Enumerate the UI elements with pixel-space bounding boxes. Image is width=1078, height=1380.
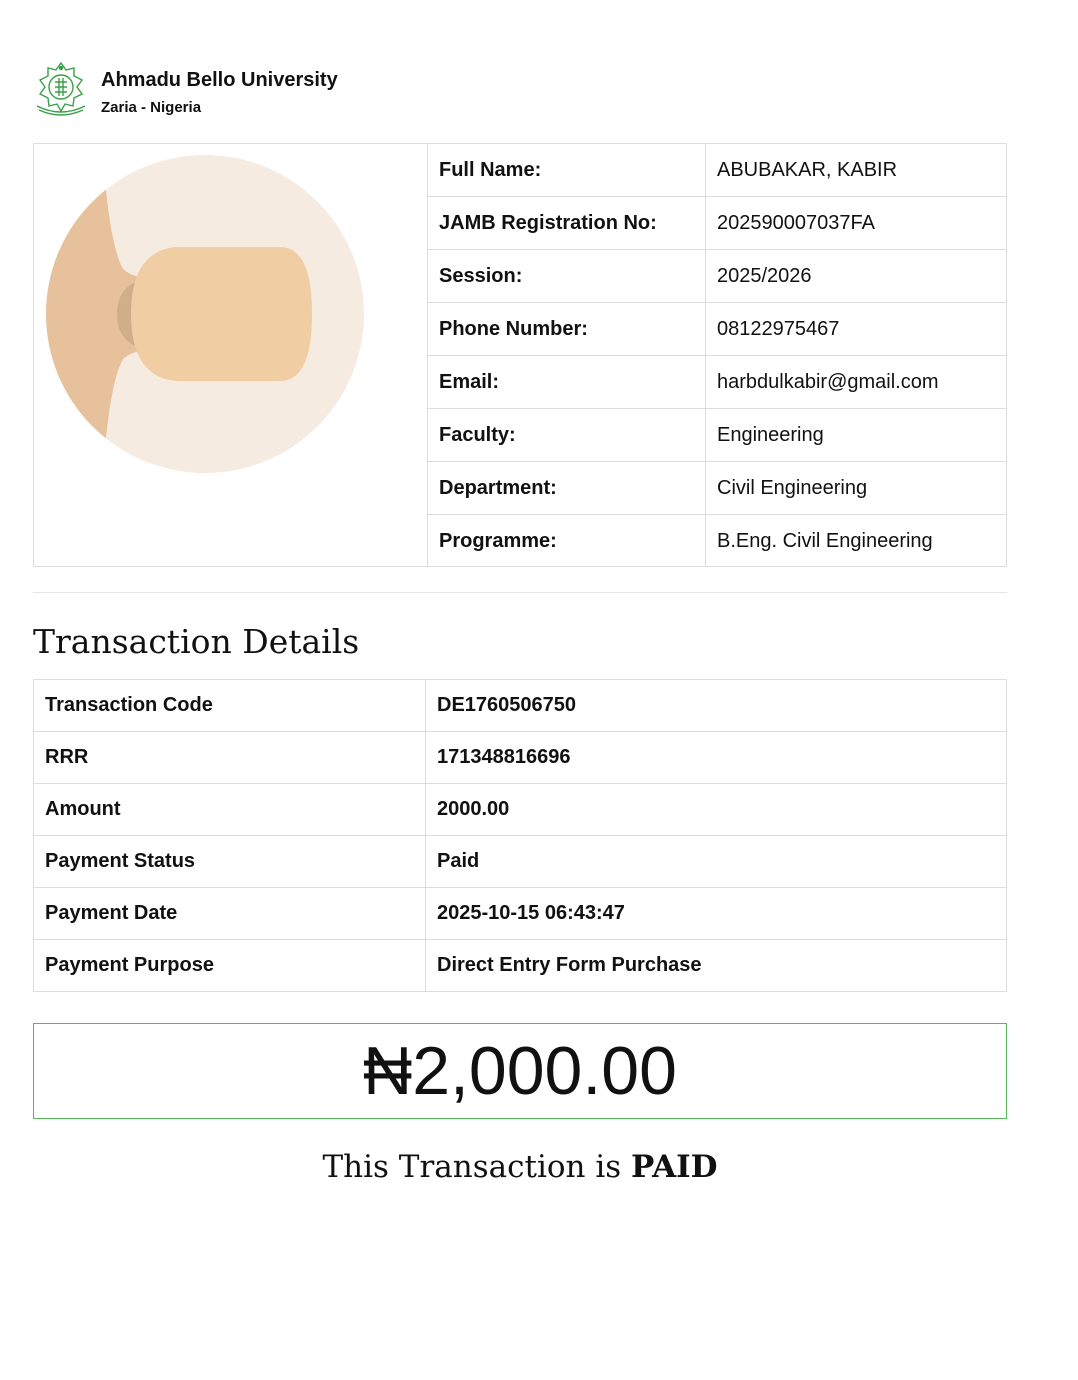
field-label: JAMB Registration No: <box>428 197 706 250</box>
field-value: Civil Engineering <box>706 462 1007 515</box>
field-value: ABUBAKAR, KABIR <box>706 144 1007 197</box>
transaction-label: Payment Status <box>34 836 426 888</box>
amount-box <box>33 1023 1007 1119</box>
transaction-label: Payment Date <box>34 888 426 940</box>
status-prefix: This Transaction is <box>322 1149 632 1185</box>
table-row <box>428 515 1006 568</box>
transaction-value: Direct Entry Form Purchase <box>426 940 1007 992</box>
field-label: Email: <box>428 356 706 409</box>
field-value: 08122975467 <box>706 303 1007 356</box>
field-value: 202590007037FA <box>706 197 1007 250</box>
field-label: Programme: <box>428 515 706 568</box>
table-row <box>428 409 1006 462</box>
table-row <box>34 888 1007 940</box>
table-row <box>34 732 1007 784</box>
transaction-value: 2025-10-15 06:43:47 <box>426 888 1007 940</box>
transaction-details-title: Transaction Details <box>33 622 360 661</box>
table-row <box>428 356 1006 409</box>
field-label: Phone Number: <box>428 303 706 356</box>
table-row <box>34 940 1007 992</box>
field-label: Faculty: <box>428 409 706 462</box>
university-location: Zaria - Nigeria <box>101 99 202 116</box>
table-row <box>428 462 1006 515</box>
status-value: PAID <box>631 1149 718 1185</box>
transaction-value: Paid <box>426 836 1007 888</box>
divider <box>33 592 1007 593</box>
transaction-value: 2000.00 <box>426 784 1007 836</box>
photo-cell <box>34 144 428 566</box>
table-row <box>428 197 1006 250</box>
transaction-label: Amount <box>34 784 426 836</box>
table-row <box>428 250 1006 303</box>
field-label: Department: <box>428 462 706 515</box>
table-row <box>34 836 1007 888</box>
avatar-placeholder-icon <box>45 154 365 474</box>
field-value: 2025/2026 <box>706 250 1007 303</box>
transaction-label: Payment Purpose <box>34 940 426 992</box>
transaction-value: DE1760506750 <box>426 680 1007 732</box>
table-row <box>428 144 1006 197</box>
header <box>33 60 338 120</box>
student-info-table <box>428 144 1006 567</box>
field-label: Session: <box>428 250 706 303</box>
field-value: Engineering <box>706 409 1007 462</box>
transaction-label: Transaction Code <box>34 680 426 732</box>
field-label: Full Name: <box>428 144 706 197</box>
table-row <box>428 303 1006 356</box>
transaction-label: RRR <box>34 732 426 784</box>
table-row <box>34 784 1007 836</box>
field-value: harbdulkabir@gmail.com <box>706 356 1007 409</box>
amount-display: ₦2,000.00 <box>363 1033 677 1109</box>
student-profile <box>33 143 1007 567</box>
transaction-value: 171348816696 <box>426 732 1007 784</box>
university-name: Ahmadu Bello University <box>101 69 338 91</box>
abu-crest-icon <box>33 60 89 116</box>
transaction-table <box>33 679 1007 992</box>
field-value: B.Eng. Civil Engineering <box>717 529 933 552</box>
table-row <box>34 680 1007 732</box>
transaction-status-message <box>33 1145 1007 1189</box>
